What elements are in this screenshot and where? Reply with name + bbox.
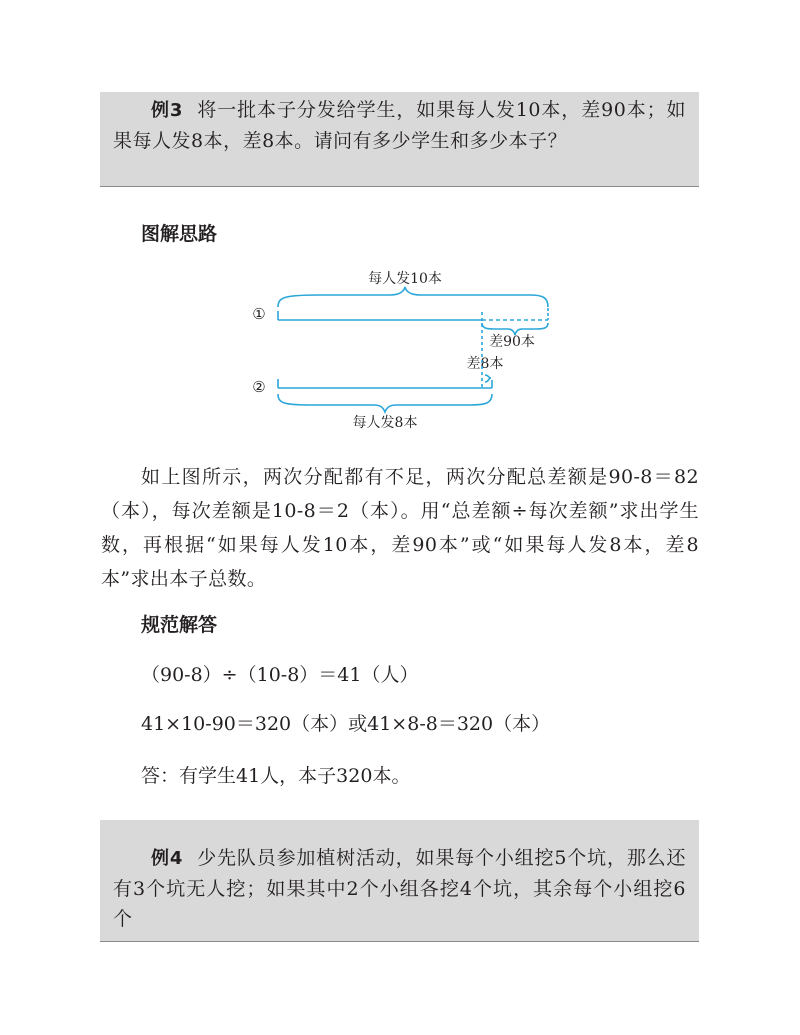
diagram-heading: 图解思路 — [141, 223, 218, 245]
solution-heading: 规范解答 — [141, 614, 218, 636]
example-3-text-block — [113, 95, 686, 156]
analysis-text: 如上图所示，两次分配都有不足，两次分配总差额是90-8＝82（本），每次差额是10-8＝2（本）。用“总差额÷每次差额”求出学生数，再根据“如果每人发10本，差90本”或“如果每人发8本，差8本”求出本子总数。 — [101, 466, 699, 590]
solution-line-2: 41×10-90＝320（本）或41×8-8＝320（本） — [141, 713, 551, 735]
marker-1: ① — [252, 305, 266, 323]
solution-line-1: （90-8）÷（10-8）＝41（人） — [141, 664, 419, 686]
brace-top — [278, 287, 548, 307]
label-short-90: 差90本 — [489, 334, 535, 350]
marker-2: ② — [252, 378, 266, 396]
label-each-10: 每人发10本 — [368, 271, 442, 287]
example-4-question: 少先队员参加植树活动，如果每个小组挖5个坑，那么还有3个坑无人挖；如果其中2个小组各挖4个坑，其余每个小组挖6个 — [113, 847, 686, 930]
example-3-question: 将一批本子分发给学生，如果每人发10本，差90本；如果每人发8本，差8本。请问有多少学生和多少本子？ — [113, 99, 686, 152]
bar-diagram — [230, 262, 560, 437]
analysis-paragraph — [101, 460, 699, 596]
label-each-8: 每人发8本 — [352, 415, 418, 431]
solution-answer: 答：有学生41人，本子320本。 — [141, 765, 411, 787]
example-4-box — [100, 820, 699, 942]
example-3-label: 例3 — [151, 100, 183, 121]
example-3-box — [100, 92, 699, 187]
example-4-label: 例4 — [151, 848, 183, 869]
example-4-text-block — [113, 843, 686, 934]
label-short-8: 差8本 — [466, 356, 504, 372]
brace-bottom — [278, 394, 492, 412]
brace-gap-8 — [485, 375, 491, 382]
